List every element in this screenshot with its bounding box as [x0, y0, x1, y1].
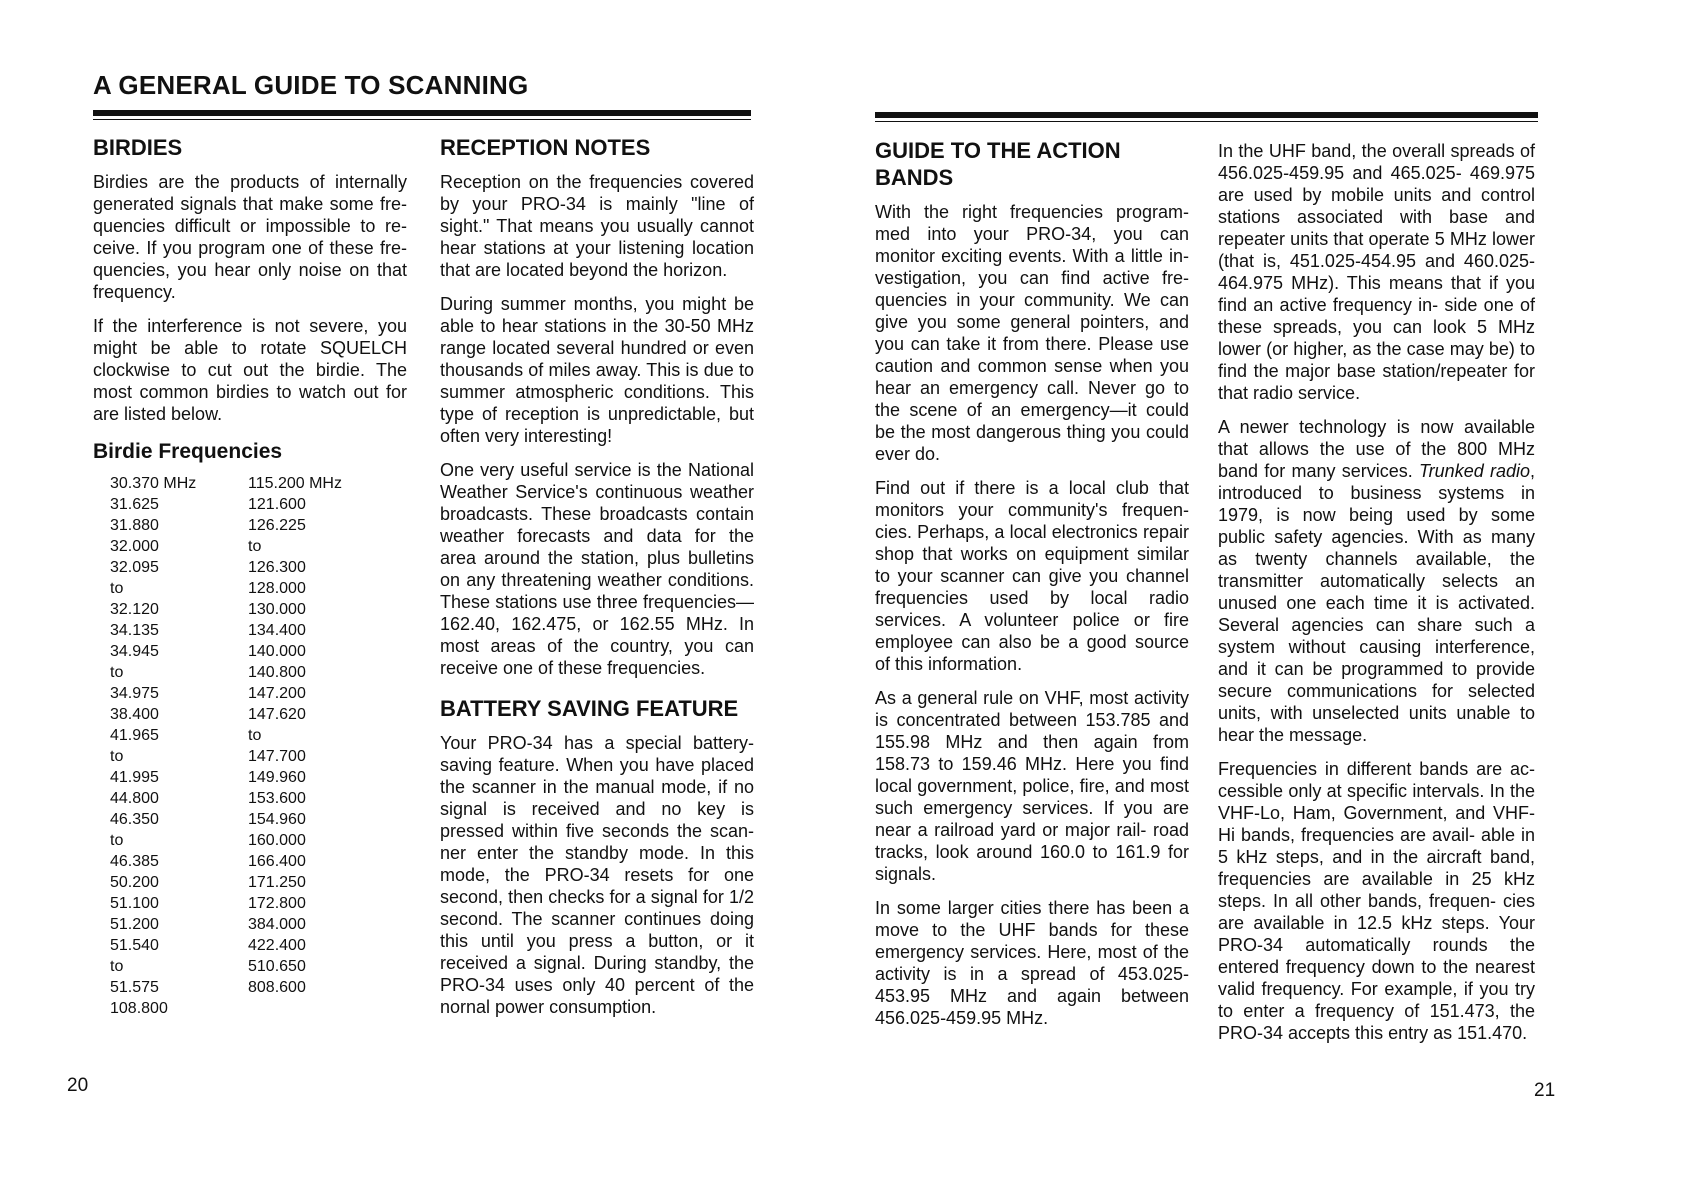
frequency-entry: 108.800 [110, 1000, 168, 1017]
frequency-entry: 154.960 [248, 811, 306, 828]
right-rule-thick [875, 112, 1538, 118]
frequency-entry: to [248, 727, 262, 744]
frequency-entry: 34.135 [110, 622, 159, 639]
frequency-entry: 41.965 [110, 727, 159, 744]
frequency-entry: 149.960 [248, 769, 306, 786]
battery-saving-heading: BATTERY SAVING FEATURE [440, 696, 739, 721]
page-number-right: 21 [1534, 1080, 1556, 1101]
frequency-entry: 51.575 [110, 979, 159, 996]
frequency-entry: 31.625 [110, 496, 159, 513]
title-rule-thick [93, 110, 751, 116]
reception-paragraph-3: One very useful service is the National Weather Service's continuous weather broadcasts. These broadcasts contain weather forecasts and data for the area around the station, plus bulletins on any threatening weather conditions. These stations use three frequencies—162.40, 162.475, or 162.55 MHz. In most areas of the country, you can receive one of these frequencies. [440, 460, 754, 678]
birdies-paragraph-1: Birdies are the products of internally generated signals that make some fre- quencies difficult or impossible to re- ceive. If you program one of these fre- quencies, you hear only noise on that frequency. [93, 172, 407, 302]
page-number-left: 20 [67, 1075, 89, 1096]
frequency-entry: 422.400 [248, 937, 306, 954]
frequency-entry: 46.385 [110, 853, 159, 870]
frequency-entry: 41.995 [110, 769, 159, 786]
trunked-text-after: , introduced to business systems in 1979, is now being used by some public safety agencies. With as many as twenty channels available, the transmitter automatically selects an unused one each time it is activated. Several agencies can share such a system without causing interference, and it can be programmed to provide secure communications for selected units, with unselected units unable to hear the message. [1218, 461, 1535, 745]
birdie-frequencies-heading: Birdie Frequencies [93, 440, 283, 463]
frequency-column-1 [110, 473, 248, 1019]
frequency-entry: 140.000 [248, 643, 306, 660]
frequency-entry: 32.000 [110, 538, 159, 555]
trunked-radio-paragraph [1218, 416, 1535, 746]
frequency-entry: 147.200 [248, 685, 306, 702]
frequency-entry: 134.400 [248, 622, 306, 639]
frequency-entry: 121.600 [248, 496, 306, 513]
frequency-entry: 166.400 [248, 853, 306, 870]
frequency-entry: 115.200 MHz [248, 475, 342, 492]
frequency-entry: 510.650 [248, 958, 306, 975]
frequency-entry: 384.000 [248, 916, 306, 933]
right-text-column [1218, 140, 1535, 1056]
frequency-entry: 808.600 [248, 979, 306, 996]
page-title: A GENERAL GUIDE TO SCANNING [93, 70, 529, 100]
frequency-entry: to [110, 748, 124, 765]
frequency-entry: 140.800 [248, 664, 306, 681]
frequency-entry: 160.000 [248, 832, 306, 849]
reception-paragraph-1: Reception on the frequencies covered by your PRO-34 is mainly "line of sight." That means you usually cannot hear stations at your listening location that are located beyond the horizon. [440, 172, 754, 280]
frequency-entry: 34.975 [110, 685, 159, 702]
frequency-entry: to [110, 580, 124, 597]
frequency-entry: 126.300 [248, 559, 306, 576]
birdie-frequency-table [93, 473, 407, 1019]
frequency-column-2 [248, 473, 386, 1019]
frequency-entry: 147.700 [248, 748, 306, 765]
action-paragraph-4: In some larger cities there has been a move to the UHF bands for these emergency services. Here, most of the activity is in a spread of 453.025- 453.95 MHz and again between 456.025-459.95 MHz. [875, 898, 1189, 1028]
frequency-entry: 51.540 [110, 937, 159, 954]
birdies-heading: BIRDIES [93, 135, 183, 160]
frequency-entry: 30.370 MHz [110, 475, 197, 492]
reception-column [440, 134, 754, 1030]
action-paragraph-2: Find out if there is a local club that monitors your community's frequen- cies. Perhaps, a local electronics repair shop that works on equipment similar to your scanner can give you channel frequencies used by local radio services. A volunteer police or fire employee can also be a good source of this information. [875, 478, 1189, 674]
frequency-entry: 34.945 [110, 643, 159, 660]
frequency-entry: 32.120 [110, 601, 159, 618]
action-bands-column [875, 137, 1189, 1041]
frequency-entry: 171.250 [248, 874, 306, 891]
action-paragraph-1: With the right frequencies program- med into your PRO-34, you can monitor exciting events. With a little in- vestigation, you can find active fre- quencies in your community. We can give you some general pointers, and you can take it from there. Please use caution and common sense when you hear an emergency call. Never go to the scene of an emergency—it could be the most dangerous thing you could ever do. [875, 202, 1189, 464]
frequency-entry: 31.880 [110, 517, 159, 534]
trunked-radio-term: Trunked radio [1419, 461, 1530, 481]
title-rule-thin [93, 119, 751, 120]
action-paragraph-3: As a general rule on VHF, most activity is concentrated between 153.785 and 155.98 MHz and then again from 158.73 to 159.46 MHz. Here you find local government, police, fire, and most such emergency services. If you are near a railroad yard or major rail- road tracks, look around 160.0 to 161.9 for signals. [875, 688, 1189, 884]
frequency-entry: 50.200 [110, 874, 159, 891]
frequency-entry: 128.000 [248, 580, 306, 597]
frequency-entry: 130.000 [248, 601, 306, 618]
frequency-steps-paragraph: Frequencies in different bands are ac- cessible only at specific intervals. In the VHF-Lo, Ham, Government, and VHF-Hi bands, frequencies are avail- able in 5 kHz steps, and in the aircraft band, frequencies are available in 25 kHz steps. In all other bands, frequen- cies are available in 12.5 kHz steps. Your PRO-34 automatically rounds the entered frequency down to the nearest valid frequency. For example, if you try to enter a frequency of 151.473, the PRO-34 accepts this entry as 151.470. [1218, 759, 1535, 1043]
reception-paragraph-2: During summer months, you might be able to hear stations in the 30-50 MHz range located several hundred or even thousands of miles away. This is due to summer atmospheric conditions. This type of reception is unpredictable, but often very interesting! [440, 294, 754, 446]
frequency-entry: to [110, 664, 124, 681]
action-bands-heading: GUIDE TO THE ACTION BANDS [875, 138, 1121, 190]
frequency-entry: to [110, 832, 124, 849]
frequency-entry: 147.620 [248, 706, 306, 723]
frequency-entry: 51.100 [110, 895, 159, 912]
battery-paragraph-1: Your PRO-34 has a special battery- saving feature. When you have placed the scanner in the manual mode, if no signal is received and no key is pressed within five seconds the scan- ner enter the standby mode. In this mode, the PRO-34 resets for one second, then checks for a signal for 1/2 second. The scanner continues doing this until you press a button, or it received a signal. During standby, the PRO-34 uses only 40 percent of the nornal power consumption. [440, 733, 754, 1017]
frequency-entry: 38.400 [110, 706, 159, 723]
frequency-entry: 32.095 [110, 559, 159, 576]
frequency-entry: 126.225 [248, 517, 306, 534]
frequency-entry: 46.350 [110, 811, 159, 828]
uhf-paragraph: In the UHF band, the overall spreads of 456.025-459.95 and 465.025- 469.975 are used by mobile units and control stations associated with base and repeater units that operate 5 MHz lower (that is, 451.025-454.95 and 460.025-464.975 MHz). This means that if you find an active frequency in- side one of these spreads, you can look 5 MHz lower (or higher, as the case may be) to find the major base station/repeater for that radio service. [1218, 141, 1535, 403]
frequency-entry: to [110, 958, 124, 975]
frequency-entry: 51.200 [110, 916, 159, 933]
frequency-entry: 44.800 [110, 790, 159, 807]
frequency-entry: to [248, 538, 262, 555]
trunked-text-before: A newer technology is now available that allows the use of the 800 MHz band for many services. [1218, 417, 1535, 481]
right-rule-thin [875, 121, 1538, 122]
birdies-paragraph-2: If the interference is not severe, you might be able to rotate SQUELCH clockwise to cut out the birdie. The most common birdies to watch out for are listed below. [93, 316, 407, 424]
frequency-entry: 153.600 [248, 790, 306, 807]
birdies-column [93, 134, 407, 1019]
reception-notes-heading: RECEPTION NOTES [440, 135, 651, 160]
frequency-entry: 172.800 [248, 895, 306, 912]
